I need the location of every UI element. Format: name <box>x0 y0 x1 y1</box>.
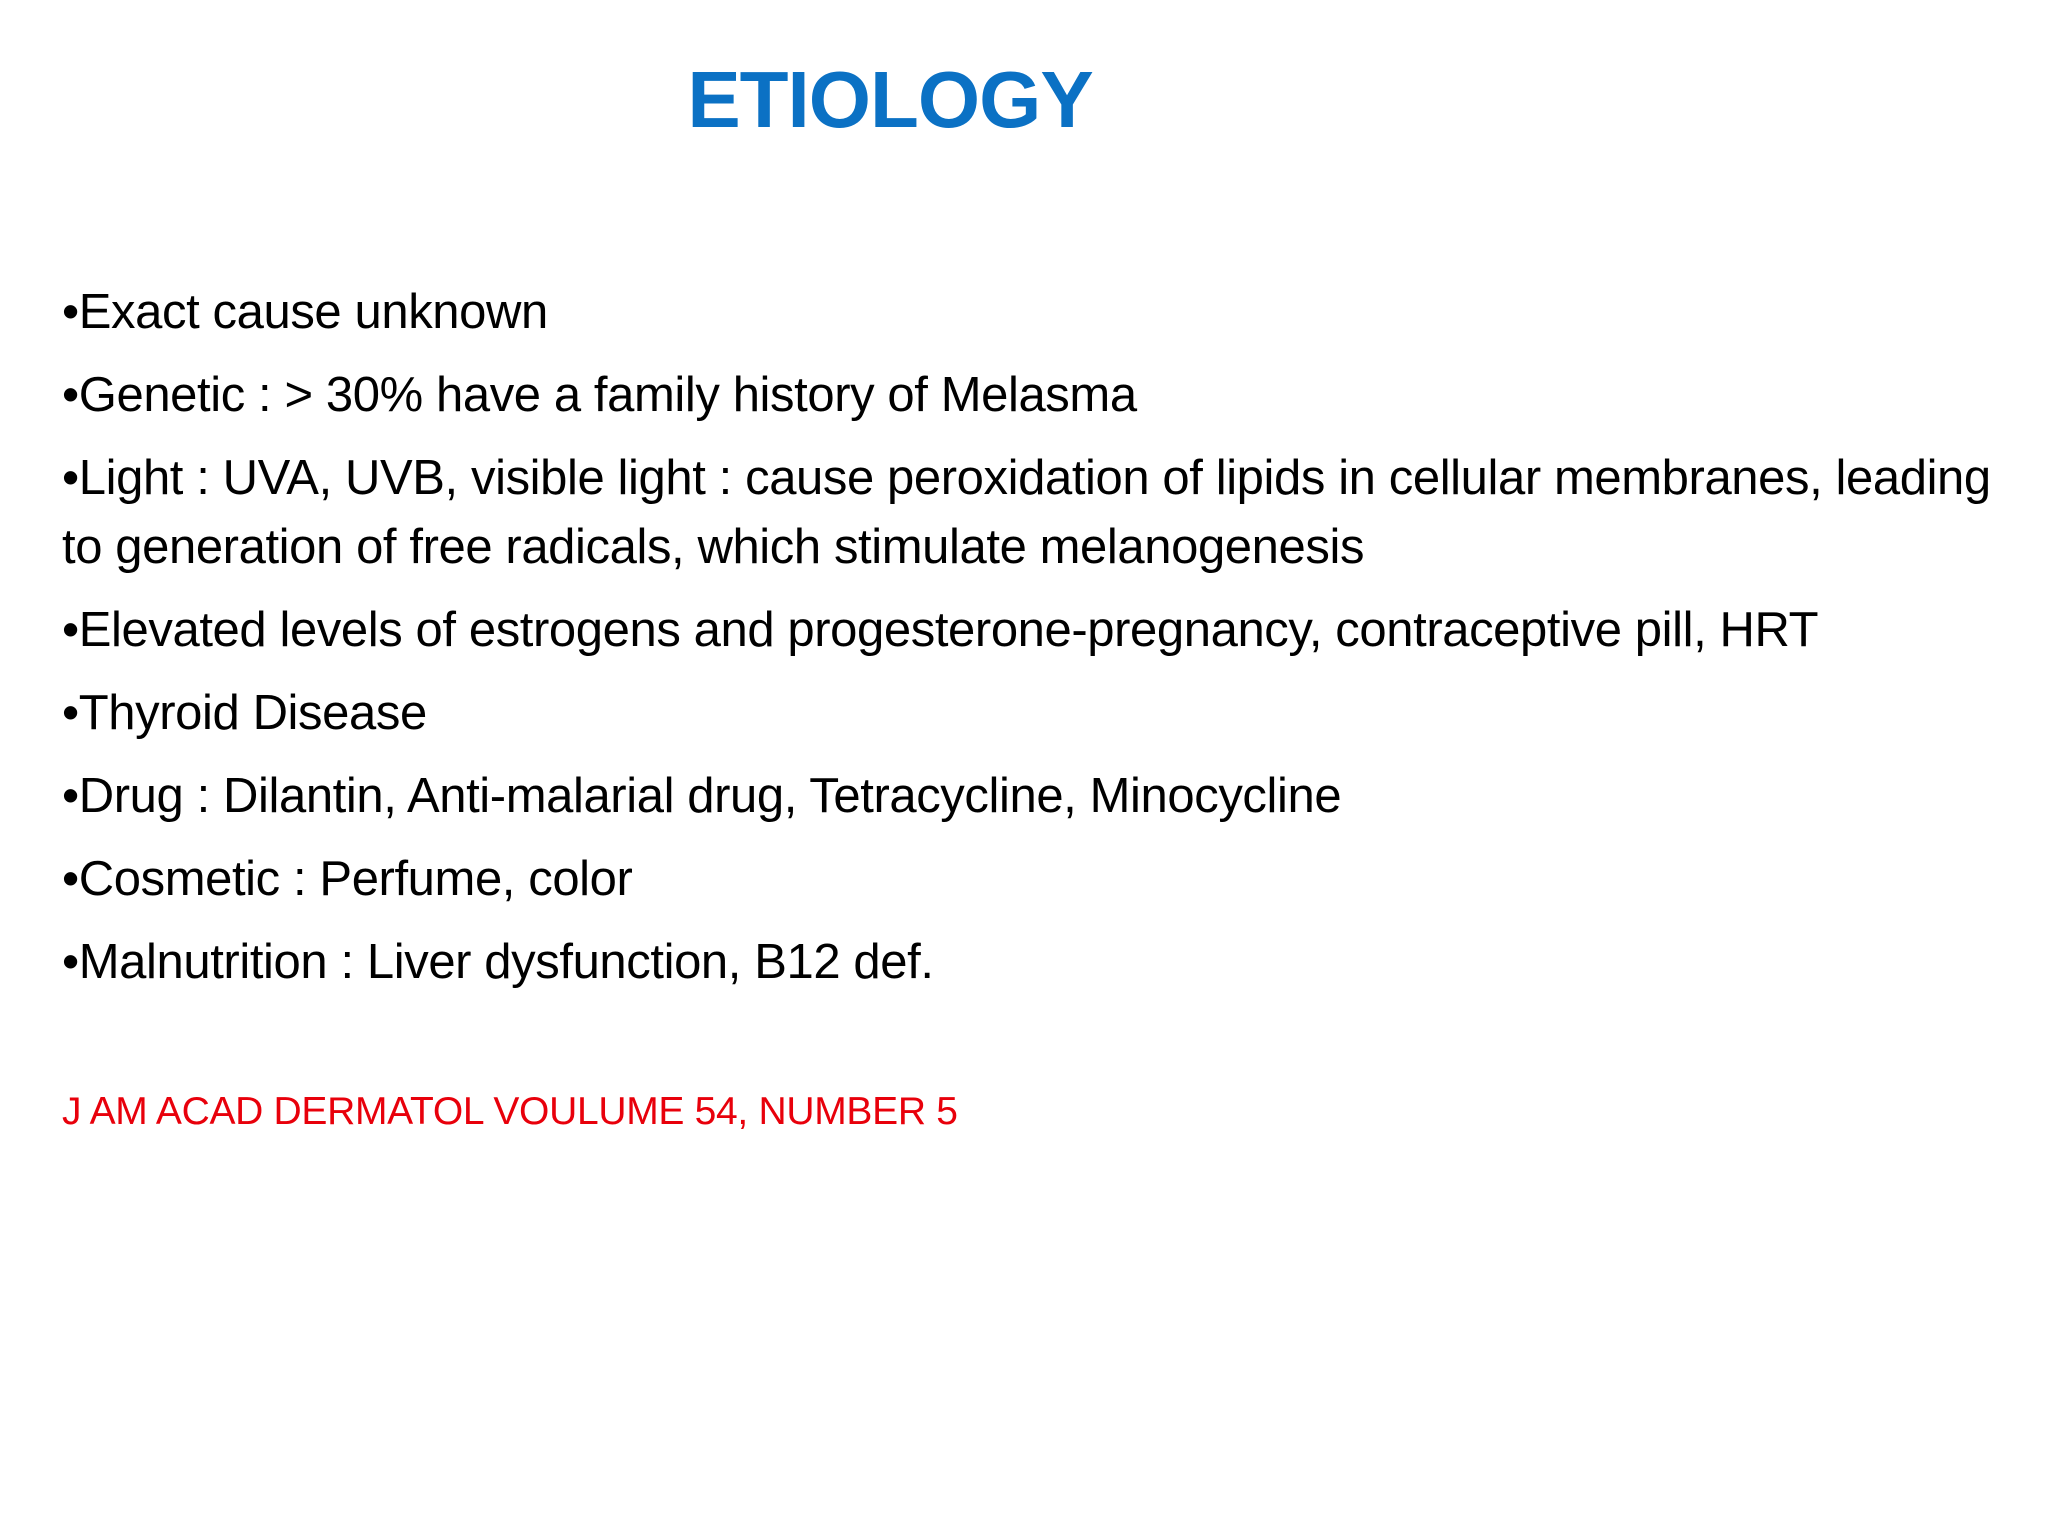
list-item <box>62 444 2012 582</box>
bullet-glyph: • <box>62 451 79 505</box>
bullet-list <box>62 278 2012 1011</box>
bullet-text: Malnutrition : Liver dysfunction, B12 def. <box>78 935 934 989</box>
bullet-text: Light : UVA, UVB, visible light : cause peroxidation of lipids in cellular membranes, leading to generation of free radicals, which stimulate melanogenesis <box>62 451 1991 574</box>
bullet-glyph: • <box>62 935 79 989</box>
list-item <box>62 845 2012 914</box>
list-item <box>62 928 2012 997</box>
list-item <box>62 596 2012 665</box>
bullet-glyph: • <box>62 368 79 422</box>
bullet-text: Drug : Dilantin, Anti-malarial drug, Tetracycline, Minocycline <box>78 769 1342 823</box>
slide-title: ETIOLOGY <box>687 55 1093 144</box>
bullet-glyph: • <box>62 285 79 339</box>
list-item <box>62 278 2012 347</box>
list-item <box>62 762 2012 831</box>
reference-citation: J AM ACAD DERMATOL VOULUME 54, NUMBER 5 <box>62 1090 958 1133</box>
bullet-glyph: • <box>62 852 79 906</box>
bullet-text: Exact cause unknown <box>78 285 548 339</box>
bullet-glyph: • <box>62 603 79 657</box>
list-item <box>62 361 2012 430</box>
bullet-text: Elevated levels of estrogens and progesterone-pregnancy, contraceptive pill, HRT <box>78 603 1819 657</box>
bullet-text: Thyroid Disease <box>78 686 427 740</box>
list-item <box>62 679 2012 748</box>
bullet-glyph: • <box>62 769 79 823</box>
bullet-text: Genetic : > 30% have a family history of Melasma <box>78 368 1137 422</box>
bullet-text: Cosmetic : Perfume, color <box>78 852 633 906</box>
bullet-glyph: • <box>62 686 79 740</box>
